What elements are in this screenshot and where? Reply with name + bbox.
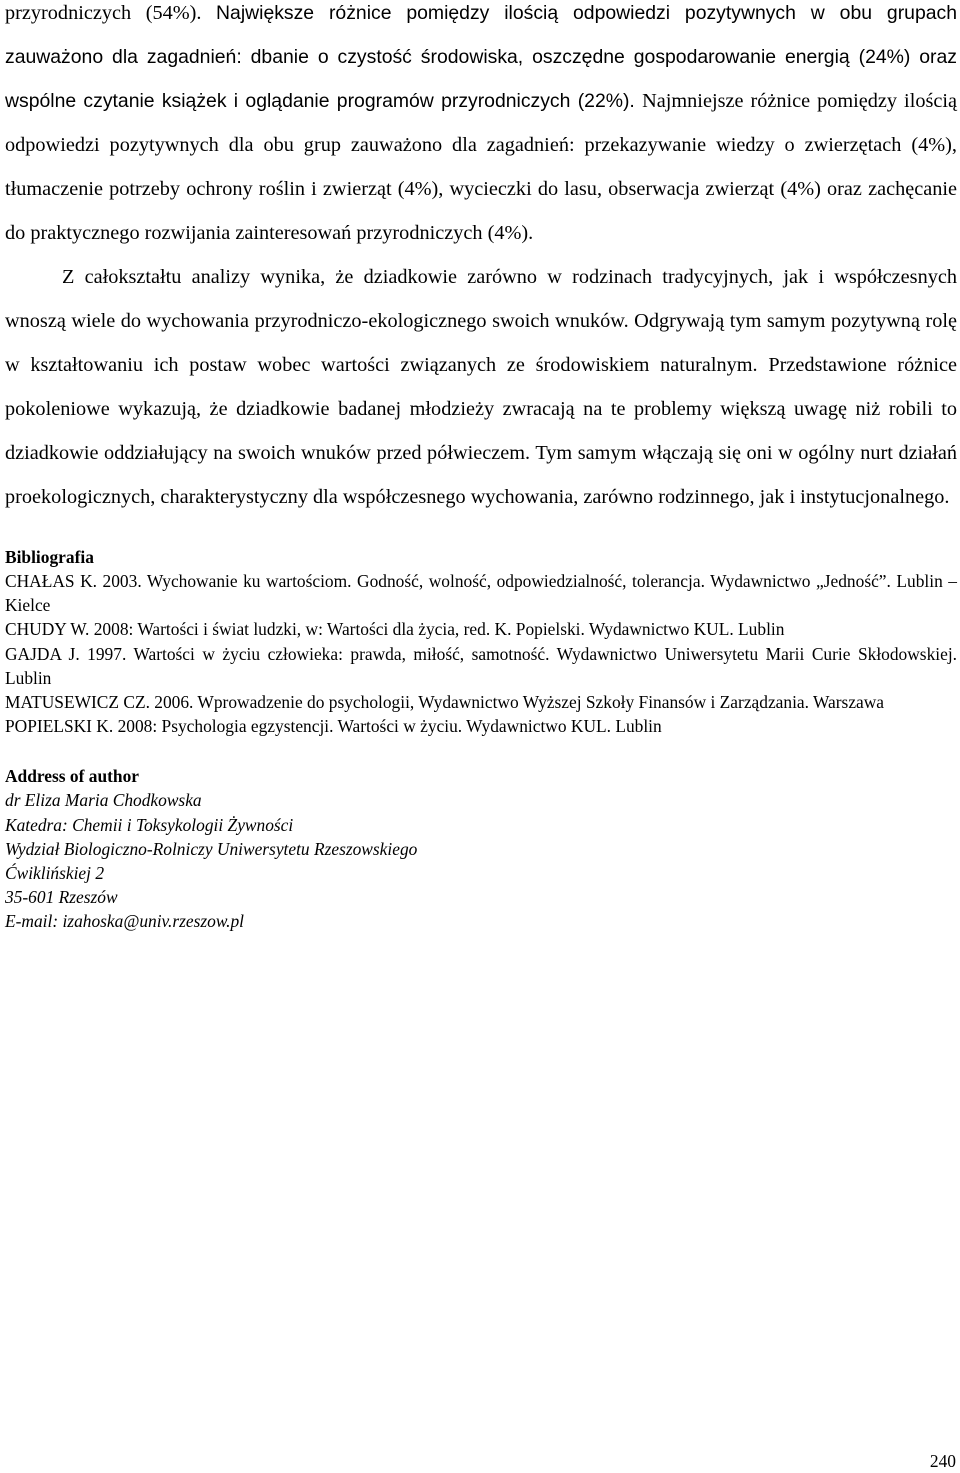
- document-page: [5, 0, 957, 934]
- author-email: E-mail: izahoska@univ.rzeszow.pl: [5, 911, 245, 932]
- bibliography-entry: MATUSEWICZ CZ. 2006. Wprowadzenie do psychologii, Wydawnictwo Wyższej Szkoły Finansów i Zarządzania. Warszawa: [5, 692, 885, 713]
- body-paragraph-results: [5, 0, 957, 255]
- author-department: Katedra: Chemii i Toksykologii Żywności: [5, 814, 294, 835]
- bibliography-entry: CHAŁAS K. 2003. Wychowanie ku wartościom. Godność, wolność, odpowiedzialność, tolerancja. Wydawnictwo „Jedność”. Lublin – Kielce: [5, 571, 957, 616]
- author-address-heading: Address of author: [5, 766, 139, 787]
- author-address-block: [5, 788, 957, 933]
- author-name: dr Eliza Maria Chodkowska: [5, 790, 202, 811]
- bibliography-heading: Bibliografia: [5, 547, 94, 567]
- page-number: 240: [929, 1451, 956, 1471]
- paragraph-run-serif-end: Najmniejsze różnice pomiędzy ilością odpowiedzi pozytywnych dla obu grup zauważono dla zagadnień: przekazywanie wiedzy o zwierzętach (4%), tłumaczenie potrzeby ochrony roślin i zwierząt (4%), wycieczki do lasu, obserwacja zwierząt (4%) oraz zachęcanie do praktycznego rozwijania zainteresowań przyrodniczych (4%).: [5, 90, 957, 244]
- author-city: 35-601 Rzeszów: [5, 887, 118, 908]
- bibliography-list: [5, 569, 957, 738]
- author-street: Ćwiklińskiej 2: [5, 863, 105, 884]
- body-paragraph-conclusions: Z całokształtu analizy wynika, że dziadkowie zarówno w rodzinach tradycyjnych, jak i współczesnych wnoszą wiele do wychowania przyrodniczo-ekologicznego swoich wnuków. Odgrywają tym samym pozytywną rolę w kształtowaniu ich postaw wobec wartości związanych ze środowiskiem naturalnym. Przedstawione różnice pokoleniowe wykazują, że dziadkowie badanej młodzieży zwracają na te problemy większą uwagę niż robili to dziadkowie oddziałujący na swoich wnuków przed półwieczem. Tym samym włączają się oni w ogólny nurt działań proekologicznych, charakterystyczny dla współczesnego wychowania, zarówno rodzinnego, jak i instytucjonalnego.: [5, 266, 957, 508]
- bibliography-entry: CHUDY W. 2008: Wartości i świat ludzki, w: Wartości dla życia, red. K. Popielski. Wydawnictwo KUL. Lublin: [5, 619, 785, 640]
- paragraph-run-sans: Największe różnice pomiędzy ilością odpowiedzi pozytywnych w obu grupach zauważono dla zagadnień: dbanie o czystość środowiska, oszczędne gospodarowanie energią (24%) oraz wspólne czytanie książek i oglądanie programów przyrodniczych (22%).: [5, 2, 957, 112]
- paragraph-run-serif-start: przyrodniczych (54%).: [5, 2, 217, 24]
- bibliography-entry: GAJDA J. 1997. Wartości w życiu człowieka: prawda, miłość, samotność. Wydawnictwo Uniwersytetu Marii Curie Skłodowskiej. Lublin: [5, 643, 957, 688]
- author-faculty: Wydział Biologiczno-Rolniczy Uniwersytetu Rzeszowskiego: [5, 838, 418, 859]
- bibliography-entry: POPIELSKI K. 2008: Psychologia egzystencji. Wartości w życiu. Wydawnictwo KUL. Lublin: [5, 716, 662, 737]
